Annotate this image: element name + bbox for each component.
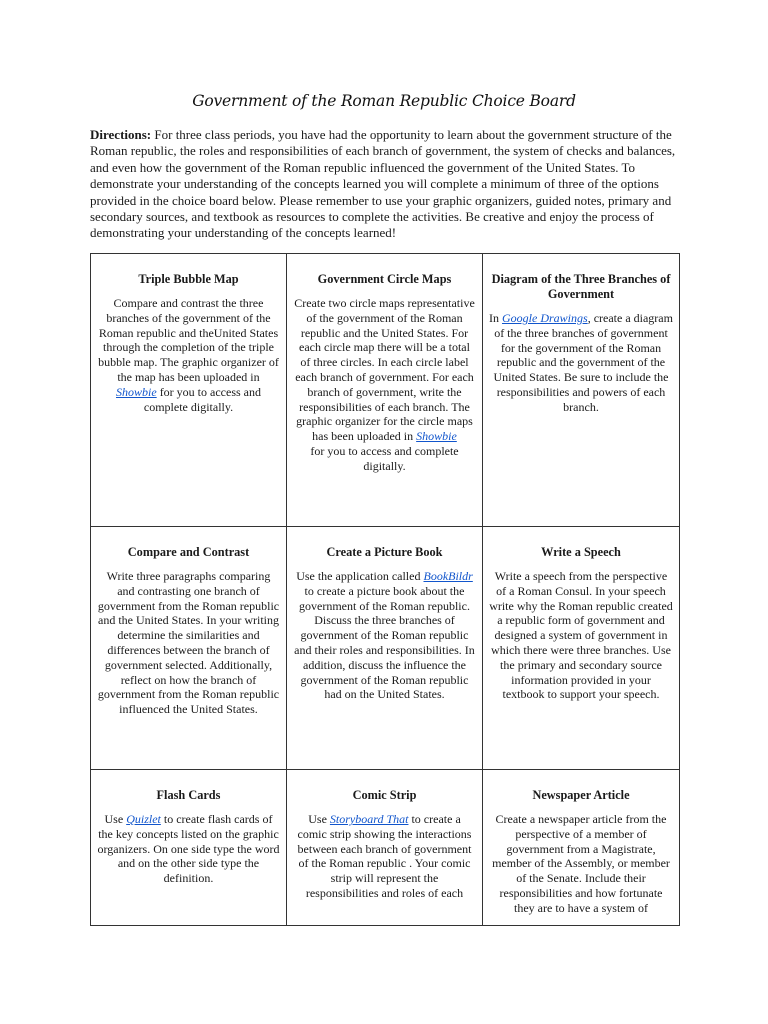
description-text: Write three paragraphs comparing and contrasting one branch of government from the Roman republic and the United States. In your writing determine the similarities and differences between the branch of government selected. Additionally, reflect on how the branch of government from the Roman republic influenced the United States. — [97, 569, 280, 717]
choice-cell-create-a-picture-book — [287, 527, 483, 770]
description-text: In — [489, 311, 503, 325]
description-text: Use the application called — [296, 569, 424, 583]
choice-description — [97, 296, 280, 414]
board-row — [91, 527, 680, 770]
description-text: to create a picture book about the government of the Roman republic. Discuss the three branches of government of the Roman republic and their roles and responsibilities. In addition, discuss the influence the government of the Roman republic had on the United States. — [294, 583, 475, 702]
choice-cell-write-a-speech — [483, 527, 680, 770]
description-text: Compare and contrast the three branches of the government of the Roman republic and theUnited States through the completion of the triple bubble map. The graphic organizer of the map has been uploaded in — [98, 296, 279, 384]
google-drawings-link[interactable]: Google Drawings — [502, 311, 588, 325]
choice-cell-flash-cards — [91, 770, 287, 926]
choice-title: Write a Speech — [541, 545, 621, 559]
choice-title: Government Circle Maps — [317, 272, 452, 286]
choice-cell-government-circle-maps — [287, 254, 483, 527]
choice-description — [293, 812, 476, 901]
choice-cell-comic-strip — [287, 770, 483, 926]
showbie-link[interactable]: Showbie — [116, 384, 157, 399]
description-text: Write a speech from the perspective of a Roman Consul. In your speech write why the Roman republic created a republic form of government and designed a system of government in which there were three branches. Use the primary and secondary source information provided in your textbook to support your speech. — [489, 569, 673, 702]
choice-description — [97, 569, 280, 717]
board-row — [91, 254, 680, 527]
choice-title: Triple Bubble Map — [138, 272, 239, 286]
choice-title: Newspaper Article — [532, 788, 630, 802]
choice-description — [489, 311, 673, 415]
description-text: to create a comic strip showing the interactions between each branch of government of the Roman republic . Your comic strip will represent the responsibilities and roles of each — [297, 812, 472, 900]
description-text: Create a newspaper article from the perspective of a member of government from a Magistrate, member of the Assembly, or member of the Senate. Include their responsibilities and how fortunate they are to have a system of — [492, 812, 670, 915]
description-text: Create two circle maps representative of the government of the Roman republic and the United States. For each circle map there will be a total of three circles. In each circle label each branch of government. For each branch of government, write the responsibilities of each branch. The graphic organizer for the circle maps has been uploaded in — [294, 296, 475, 444]
showbie-link[interactable]: Showbie — [416, 429, 457, 444]
choice-description — [293, 569, 476, 702]
storyboard-that-link[interactable]: Storyboard That — [329, 812, 409, 826]
choice-cell-triple-bubble-map — [91, 254, 287, 527]
choice-description — [97, 812, 280, 886]
description-text: for you to access and complete digitally. — [143, 384, 261, 414]
choice-title: Flash Cards — [156, 788, 221, 802]
choice-cell-diagram-three-branches — [483, 254, 680, 527]
choice-description — [293, 296, 476, 474]
description-text: , create a diagram of the three branches of government for the government of the Roman republic and the government of the United States. Be sure to include the responsibilities and powers of each branch. — [493, 311, 673, 414]
choice-board-table — [90, 253, 680, 926]
document-title: Government of the Roman Republic Choice Board — [192, 92, 576, 110]
choice-title: Comic Strip — [352, 788, 417, 802]
choice-cell-newspaper-article — [483, 770, 680, 926]
choice-title: Compare and Contrast — [127, 545, 250, 559]
description-text: to create flash cards of the key concepts listed on the graphic organizers. On one side type the word and on the other side type the definition. — [97, 812, 280, 886]
choice-description — [489, 812, 673, 916]
description-text: Use — [308, 812, 330, 826]
bookbildr-link[interactable]: BookBildr — [423, 569, 473, 583]
choice-title: Create a Picture Book — [326, 545, 443, 559]
choice-description — [489, 569, 673, 702]
board-row — [91, 770, 680, 926]
choice-title: Diagram of the Three Branches of Government — [491, 272, 671, 301]
description-text: Use — [104, 812, 127, 826]
directions-label: Directions: — [90, 127, 152, 142]
directions-paragraph — [90, 127, 680, 242]
choice-cell-compare-and-contrast — [91, 527, 287, 770]
description-text: for you to access and complete digitally. — [310, 443, 459, 473]
directions-text: For three class periods, you have had the opportunity to learn about the government structure of the Roman republic, the roles and responsibilities of each branch of government, the system of checks and balances, and even how the government of the Roman republic influenced the government of the United States. To demonstrate your understanding of the concepts learned you will complete a minimum of three of the options provided in the choice board below. Please remember to use your graphic organizers, guided notes, primary and secondary sources, and textbook as resources to complete the activities. Be creative and enjoy the process of demonstrating your understanding of the concepts learned! — [90, 127, 676, 241]
quizlet-link[interactable]: Quizlet — [126, 812, 161, 826]
